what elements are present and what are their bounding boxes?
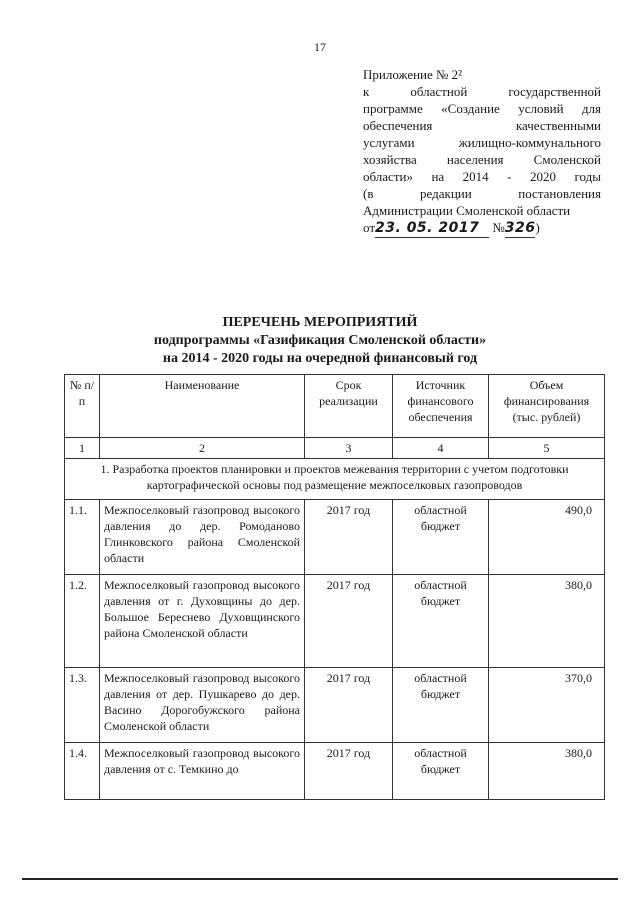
document-title: [0, 314, 640, 368]
appendix-line: обеспечения качественными: [363, 118, 601, 133]
row-name: Межпоселковый газопровод высокого давления до дер. Ромоданово Глинковского района Смоленской области: [100, 500, 305, 575]
appendix-line: программе «Создание условий для: [363, 101, 601, 116]
appendix-line: к областной государственной: [363, 84, 601, 99]
date-prefix: от: [363, 220, 376, 235]
closing-paren: ): [535, 220, 540, 235]
row-amount: 380,0: [489, 743, 605, 800]
table-row: [65, 575, 605, 668]
row-name: Межпоселковый газопровод высокого давления от дер. Пушкарево до дер. Васино Дорогобужского района Смоленской области: [100, 668, 305, 743]
table-row: [65, 668, 605, 743]
handwritten-number: 326: [504, 220, 536, 236]
footer-divider: [22, 878, 618, 880]
row-name: Межпоселковый газопровод высокого давления от с. Темкино до: [100, 743, 305, 800]
row-amount: 370,0: [489, 668, 605, 743]
table-row: [65, 743, 605, 800]
row-source: областной бюджет: [393, 668, 489, 743]
row-source: областной бюджет: [393, 500, 489, 575]
appendix-line: (в редакции постановления: [363, 186, 601, 201]
header-row: [65, 375, 605, 438]
column-number: 4: [393, 438, 489, 459]
column-number-row: [65, 438, 605, 459]
row-number: 1.2.: [65, 575, 100, 668]
row-term: 2017 год: [305, 500, 393, 575]
row-term: 2017 год: [305, 668, 393, 743]
page-number: 17: [314, 40, 326, 54]
measures-table: [64, 374, 605, 800]
title-line: подпрограммы «Газификация Смоленской области»: [153, 333, 487, 348]
handwritten-date-field: [375, 219, 489, 238]
handwritten-date: 23. 05. 2017: [375, 220, 480, 236]
row-source: областной бюджет: [393, 743, 489, 800]
number-prefix: №: [492, 220, 505, 235]
header-source: Источник финансового обеспечения: [393, 375, 489, 438]
appendix-line: Приложение № 2²: [363, 67, 463, 82]
header-num: № п/п: [65, 375, 100, 438]
appendix-line: хозяйства населения Смоленской: [363, 152, 601, 167]
appendix-block: [363, 66, 601, 238]
column-number: 1: [65, 438, 100, 459]
row-amount: 490,0: [489, 500, 605, 575]
appendix-line: области» на 2014 - 2020 годы: [363, 169, 601, 184]
row-amount: 380,0: [489, 575, 605, 668]
table-row: [65, 500, 605, 575]
header-amount: Объем финансирования (тыс. рублей): [489, 375, 605, 438]
appendix-line: услугами жилищно-коммунального: [363, 135, 601, 150]
appendix-date-line: [363, 219, 601, 238]
row-source: областной бюджет: [393, 575, 489, 668]
row-name: Межпоселковый газопровод высокого давления от г. Духовщины до дер. Большое Береснево Духовщинского района Смоленской области: [100, 575, 305, 668]
title-line: на 2014 - 2020 годы на очередной финансовый год: [162, 351, 478, 366]
column-number: 5: [489, 438, 605, 459]
title-line: ПЕРЕЧЕНЬ МЕРОПРИЯТИЙ: [222, 315, 418, 330]
row-number: 1.3.: [65, 668, 100, 743]
handwritten-number-field: [505, 219, 536, 238]
row-number: 1.4.: [65, 743, 100, 800]
row-number: 1.1.: [65, 500, 100, 575]
header-term: Срок реализации: [305, 375, 393, 438]
column-number: 2: [100, 438, 305, 459]
section-row: [65, 459, 605, 500]
row-term: 2017 год: [305, 743, 393, 800]
header-name: Наименование: [100, 375, 305, 438]
column-number: 3: [305, 438, 393, 459]
section-title: 1. Разработка проектов планировки и проектов межевания территории с учетом подготовки картографической основы под размещение межпоселковых газопроводов: [65, 459, 605, 500]
row-term: 2017 год: [305, 575, 393, 668]
appendix-line: Администрации Смоленской области: [363, 203, 571, 218]
